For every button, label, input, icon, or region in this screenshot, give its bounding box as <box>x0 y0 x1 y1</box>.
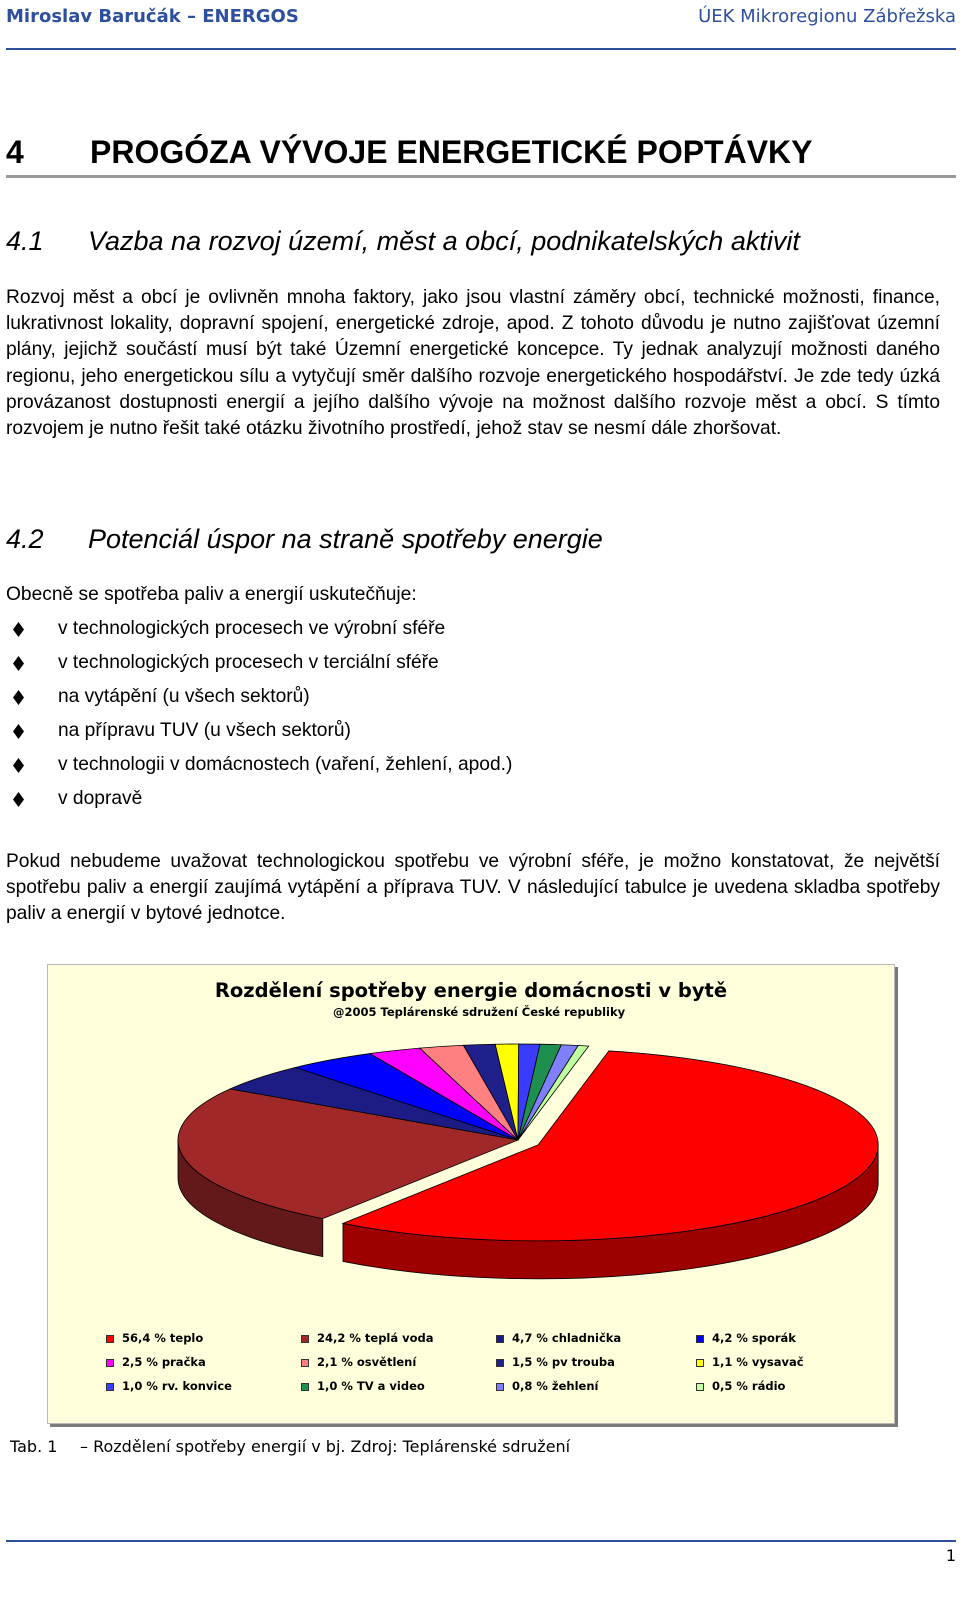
section-number: 4.1 <box>6 226 44 256</box>
legend-label: 4,7 % chladnička <box>512 1331 622 1345</box>
legend-label: 4,2 % sporák <box>712 1331 796 1345</box>
caption-text: – Rozdělení spotřeby energií v bj. Zdroj: Teplárenské sdružení <box>80 1437 571 1456</box>
legend-label: 2,1 % osvětlení <box>317 1355 417 1369</box>
chart-subtitle: @2005 Teplárenské sdružení České republiky <box>333 1005 626 1019</box>
section-paragraph: Pokud nebudeme uvažovat technologickou spotřebu ve výrobní sféře, je možno konstatovat, že největší spotřebu paliv a energií zaujímá vytápění a příprava TUV. V následující tabulce je uvedena skladba spotřeby paliv a energií v bytové jednotce. <box>6 851 940 925</box>
page-header <box>6 4 956 50</box>
legend-swatch <box>496 1383 504 1391</box>
section-intro: Obecně se spotřeba paliv a energií uskutečňuje: <box>6 584 417 605</box>
legend-swatch <box>106 1335 114 1343</box>
list-item <box>6 718 906 752</box>
diamond-bullet-icon <box>13 724 24 739</box>
legend-swatch <box>301 1359 309 1367</box>
legend-swatch <box>696 1359 704 1367</box>
legend-swatch <box>301 1383 309 1391</box>
legend-label: 56,4 % teplo <box>122 1331 204 1345</box>
list-item <box>6 650 906 684</box>
chapter-title: PROGÓZA VÝVOJE ENERGETICKÉ POPTÁVKY <box>90 134 813 170</box>
diamond-bullet-icon <box>13 690 24 705</box>
page-footer <box>6 1540 956 1580</box>
diamond-bullet-icon <box>13 758 24 773</box>
list-item-text: na přípravu TUV (u všech sektorů) <box>58 720 351 741</box>
caption-label: Tab. 1 <box>10 1437 58 1456</box>
list-item-text: v technologických procesech ve výrobní sféře <box>58 618 446 639</box>
legend-swatch <box>301 1335 309 1343</box>
legend-swatch <box>496 1335 504 1343</box>
header-author: Miroslav Baručák – ENERGOS <box>6 6 299 27</box>
legend-label: 0,8 % žehlení <box>512 1379 599 1393</box>
section-paragraph: Rozvoj měst a obcí je ovlivněn mnoha faktory, jako jsou vlastní záměry obcí, technické možnosti, finance, lukrativnost lokality, dopravní spojení, energetické zdroje, apod. Z tohoto důvodu je nutno zajišťovat územní plány, jejichž součástí musí být také Územní energetické koncepce. Ty jednak analyzují možnosti daného regionu, jeho energetickou sílu a vytyčují směr dalšího rozvoje energetického hospodářství. Je zde tedy úzká provázanost dostupnosti energií a jejího dalšího vývoje na možnost dalšího rozvoje měst a obcí. S tímto rozvojem je nutno řešit také otázku životního prostředí, jehož stav se nesmí dále zhoršovat. <box>6 287 940 440</box>
legend-label: 1,0 % TV a video <box>317 1379 425 1393</box>
diamond-bullet-icon <box>13 656 24 671</box>
section-title: Vazba na rozvoj území, měst a obcí, podnikatelských aktivit <box>88 226 800 256</box>
legend-swatch <box>106 1359 114 1367</box>
list-item-text: na vytápění (u všech sektorů) <box>58 686 310 707</box>
bullet-list <box>6 616 906 820</box>
legend-label: 1,0 % rv. konvice <box>122 1379 232 1393</box>
pie-chart <box>48 965 896 1325</box>
header-project: ÚEK Mikroregionu Zábřežska <box>698 6 956 27</box>
diamond-bullet-icon <box>13 622 24 637</box>
list-item <box>6 684 906 718</box>
legend-label: 2,5 % pračka <box>122 1355 206 1369</box>
pie-chart-figure <box>47 964 895 1424</box>
chart-title: Rozdělení spotřeby energie domácnosti v bytě <box>214 979 728 1002</box>
list-item <box>6 616 906 650</box>
section-title: Potenciál úspor na straně spotřeby energie <box>88 524 603 554</box>
legend-swatch <box>496 1359 504 1367</box>
list-item <box>6 752 906 786</box>
list-item-text: v technologii v domácnostech (vaření, žehlení, apod.) <box>58 754 513 775</box>
page-number: 1 <box>945 1546 956 1565</box>
chart-legend <box>106 1331 886 1411</box>
legend-swatch <box>696 1335 704 1343</box>
legend-label: 0,5 % rádio <box>712 1379 786 1393</box>
legend-swatch <box>106 1383 114 1391</box>
legend-label: 24,2 % teplá voda <box>317 1331 434 1345</box>
legend-label: 1,1 % vysavač <box>712 1355 804 1369</box>
list-item-text: v technologických procesech v terciální sféře <box>58 652 439 673</box>
legend-swatch <box>696 1383 704 1391</box>
chapter-number: 4 <box>6 134 24 170</box>
legend-label: 1,5 % pv trouba <box>512 1355 615 1369</box>
diamond-bullet-icon <box>13 792 24 807</box>
list-item-text: v dopravě <box>58 788 143 809</box>
section-number: 4.2 <box>6 524 44 554</box>
list-item <box>6 786 906 820</box>
chapter-heading <box>6 128 956 178</box>
